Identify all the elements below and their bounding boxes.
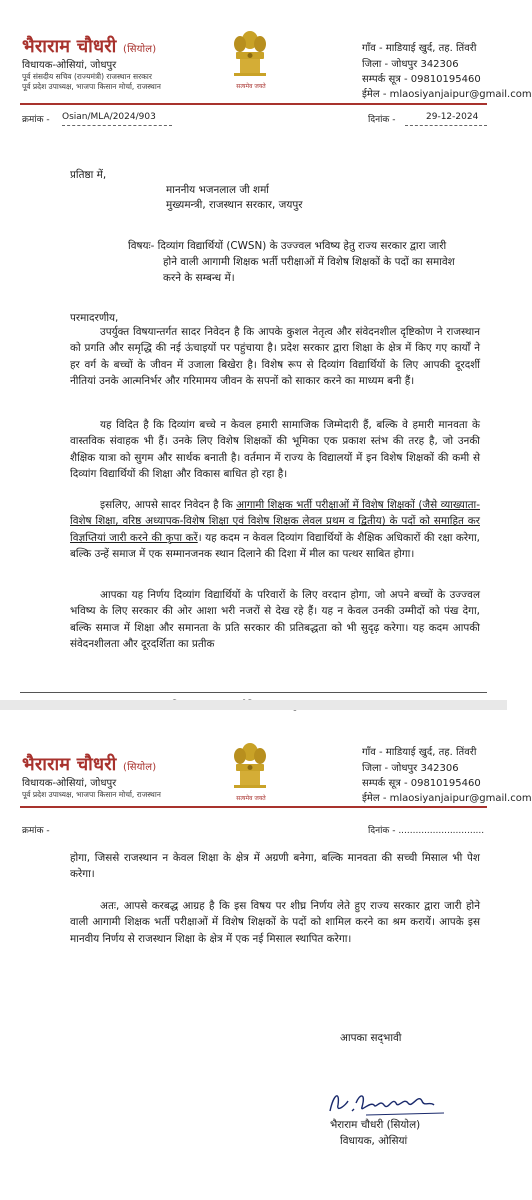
reference-label-2: क्रमांक - (22, 826, 50, 836)
signatory-name: भैराराम चौधरी (सियोल) (330, 1119, 421, 1131)
address-line-2: जिला - जोधपुर 342306 (362, 59, 459, 70)
recipient-name: माननीय भजनलाल जी शर्मा (166, 184, 269, 196)
closing-line: आपका सद्‌भावी (340, 1032, 402, 1044)
address-line-2-page2: जिला - जोधपुर 342306 (362, 763, 459, 774)
emblem-caption-2: सत्यमेव जयते (236, 795, 266, 802)
paragraph-5: होगा, जिससे राजस्थान न केवल शिक्षा के क्षेत्र में अग्रणी बनेगा, बल्कि मानवता की सच्ची मिसाल भी पेश करेगा। (70, 852, 480, 881)
letterhead-former-2: पूर्व प्रदेश उपाध्यक्ष, भाजपा किसान मोर्चा, राजस्थान (22, 82, 161, 91)
letterhead-designation-2: विधायक-ओसियां, जोधपुर (22, 778, 117, 789)
header-rule-2 (20, 806, 487, 808)
date-label-2: दिनांक - .............................. (368, 826, 485, 836)
request-highlight: आगामी शिक्षक भर्ती परीक्षाओं में विशेष शिक्षकों (जैसे व्याख्याता-विशेष शिक्षा, वरिष्ठ अध्यापक-विशेष शिक्षा एवं विशेष शिक्षक लेवल प्रथम व द्वितीय) के पदों को समाहित कर विज्ञप्तियां जारी करने की कृपा करें (70, 499, 481, 544)
paragraph-4: आपका यह निर्णय दिव्यांग विद्यार्थियों के परिवारों के लिए वरदान होगा, जो अपने बच्चों के उज्ज्वल भविष्य के लिए सरकार की ओर आशा भरी नजरों से देख रहे हैं। यह न केवल उनकी उम्मीदों को पंख देगा, बल्कि समाज में शिक्षा और समानता के प्रति सरकार की प्रतिबद्धता को भी सुदृढ़ करेगा। यह कदम आपकी संवेदनशीलता और दूरदर्शिता का प्रतीक (70, 589, 480, 651)
recipient-title: मुख्यमन्त्री, राजस्थान सरकार, जयपुर (166, 199, 303, 211)
header-rule (20, 103, 487, 105)
date-value: 29-12-2024 (426, 112, 479, 122)
letterhead-former-2-page2: पूर्व प्रदेश उपाध्यक्ष, भाजपा किसान मोर्चा, राजस्थान (22, 790, 161, 799)
email-address: ईमेल - mlaosiyanjaipur@gmail.com (362, 89, 532, 100)
page-separator (0, 700, 507, 710)
recipient-greeting: प्रतिष्ठा में, (70, 169, 107, 181)
signature-image (326, 1083, 446, 1119)
footer-rule (20, 692, 487, 693)
paragraph-6: अतः, आपसे करबद्ध आग्रह है कि इस विषय पर शीघ्र निर्णय लेते हुए राज्य सरकार द्वारा जारी होने वाली आगामी शिक्षक भर्ती परीक्षाओं में विशेष शिक्षकों के पदों को शामिल करने का श्रम करायें। आपके इस मानवीय निर्णय से राजस्थान शिक्षा के क्षेत्र में एक नई मिसाल स्थापित करेगा। (70, 900, 480, 945)
date-dots (405, 125, 487, 126)
paragraph-1: उपर्युक्त विषयान्तर्गत सादर निवेदन है कि आपके कुशल नेतृत्व और संवेदनशील दृष्टिकोण ने राजस्थान को प्रगति और समृद्धि की नई ऊंचाइयों पर पहुंचाया है। प्रदेश सरकार द्वारा शिक्षा के क्षेत्र में किए गए कार्यों ने हर वर्ग के बच्चों के जीवन में उजाला बिखेरा है। विशेष रूप से दिव्यांग विद्यार्थियों के लिए आपकी दूरदर्शी नीतियां उनके आत्मनिर्भर और गरिमामय जीवन के सपनों को साकार करने का माध्यम बनी हैं। (70, 326, 480, 388)
signatory-title: विधायक, ओसियां (340, 1135, 408, 1147)
letterhead-name-2: भैराराम चौधरी (सियोल) (22, 754, 157, 775)
date-label: दिनांक - (368, 115, 396, 125)
subject-line-2: होने वाली आगामी शिक्षक भर्ती परीक्षाओं में विशेष शिक्षकों के पदों का समावेश (163, 256, 455, 268)
subject-line-3: करने के सम्बन्ध में। (163, 272, 235, 284)
paragraph-2: यह विदित है कि दिव्यांग बच्चे न केवल हमारी सामाजिक जिम्मेदारी हैं, बल्कि वे हमारी मानवता के वास्तविक संवाहक भी हैं। उनके लिए विशेष शिक्षकों की भूमिका एक प्रकाश स्तंभ की तरह है, जो उनकी शैक्षिक यात्रा को सुगम और सार्थक बनाती है। वर्तमान में राज्य के विद्यालयों में इन विशेष शिक्षकों की कमी से दिव्यांग विद्यार्थियों की शिक्षा और विकास बाधित हो रहा है। (70, 419, 480, 481)
contact-number: सम्पर्क सूत्र - 09810195460 (362, 74, 481, 85)
address-line-1-page2: गाँव - माडियाई खुर्द, तह. तिंवरी (362, 747, 477, 758)
reference-number: Osian/MLA/2024/903 (62, 112, 156, 122)
address-line-1: गाँव - माडियाई खुर्द, तह. तिंवरी (362, 43, 477, 54)
email-address-page2: ईमेल - mlaosiyanjaipur@gmail.com (362, 793, 532, 804)
contact-number-page2: सम्पर्क सूत्र - 09810195460 (362, 778, 481, 789)
reference-dots (62, 125, 172, 126)
letterhead-former-1: पूर्व संसदीय सचिव (राज्यमंत्री) राजस्थान सरकार (22, 72, 152, 81)
paragraph-3: इसलिए, आपसे सादर निवेदन है कि आगामी शिक्षक भर्ती परीक्षाओं में विशेष शिक्षकों (जैसे व्याख्याता-विशेष शिक्षा, वरिष्ठ अध्यापक-विशेष शिक्षा एवं विशेष शिक्षक लेवल प्रथम व द्वितीय) के पदों को समाहित कर विज्ञप्तियां जारी करने की कृपा करें। यह कदम न केवल दिव्यांग विद्यार्थियों के शैक्षिक अधिकारों की रक्षा करेगा, बल्कि उन्हें समाज में एक सम्मानजनक स्थान दिलाने की दिशा में मील का पत्थर साबित होगा। (70, 499, 481, 561)
ashoka-emblem-icon (228, 28, 272, 78)
salutation: परमादरणीय, (70, 312, 119, 324)
emblem-caption: सत्यमेव जयते (236, 83, 266, 90)
letterhead-name: भैराराम चौधरी (सियोल) (22, 36, 157, 57)
reference-label: क्रमांक - (22, 115, 50, 125)
subject-line-1: विषयः- दिव्यांग विद्यार्थियों (CWSN) के उज्ज्वल भविष्य हेतु राज्य सरकार द्वारा जारी (128, 240, 447, 252)
ashoka-emblem-icon (228, 740, 272, 790)
letterhead-designation: विधायक-ओसियां, जोधपुर (22, 60, 117, 71)
